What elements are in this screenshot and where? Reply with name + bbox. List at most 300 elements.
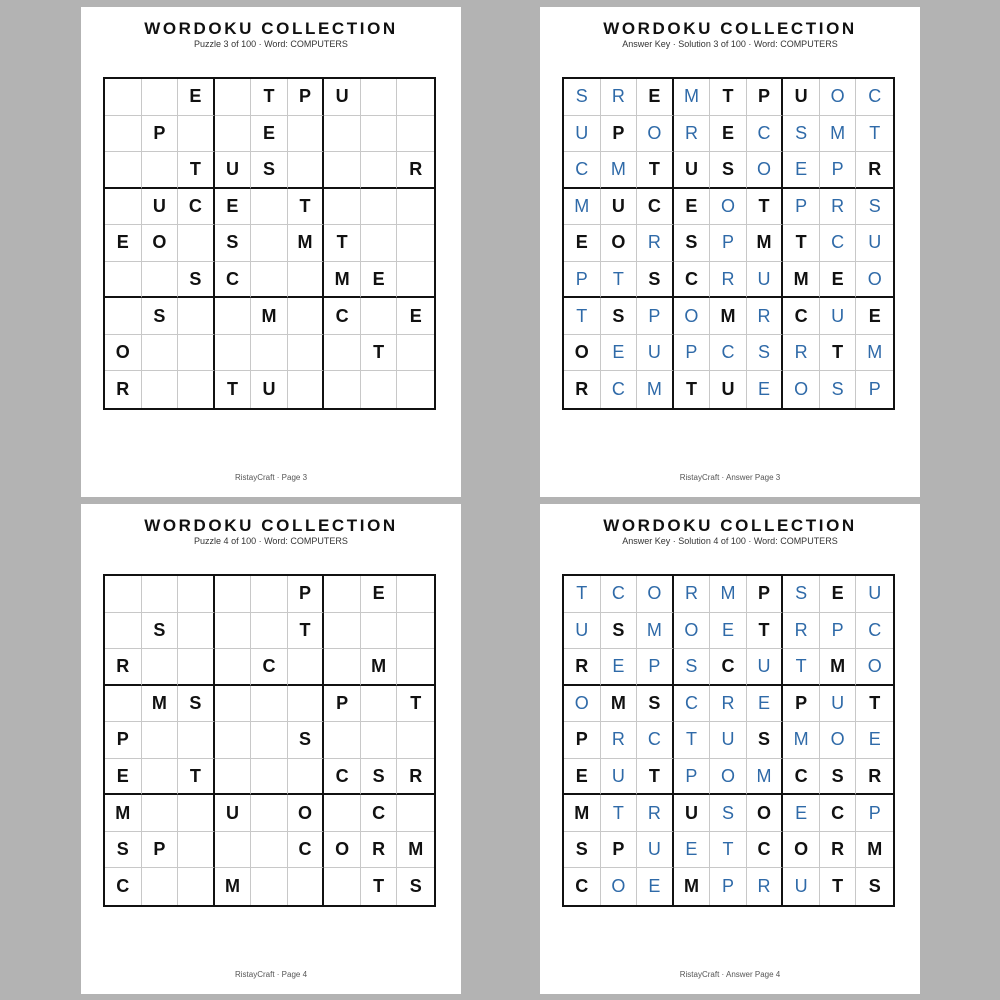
empty-cell [178, 722, 215, 759]
empty-cell [397, 795, 434, 832]
solution-letter-cell: R [820, 189, 857, 226]
given-letter-cell: M [215, 868, 252, 905]
solution-letter-cell: C [856, 613, 893, 650]
given-letter-cell: U [215, 795, 252, 832]
page-footer: RistayCraft · Page 4 [234, 970, 308, 979]
given-letter-cell: C [747, 832, 784, 869]
given-letter-cell: O [747, 795, 784, 832]
solution-letter-cell: S [820, 371, 857, 408]
solution-letter-cell: E [856, 722, 893, 759]
empty-cell [251, 832, 288, 869]
given-letter-cell: U [251, 371, 288, 408]
empty-cell [324, 613, 361, 650]
given-letter-cell: M [251, 298, 288, 335]
empty-cell [251, 868, 288, 905]
given-letter-cell: E [397, 298, 434, 335]
given-letter-cell: M [361, 649, 398, 686]
empty-cell [105, 298, 142, 335]
solution-letter-cell: O [783, 371, 820, 408]
empty-cell [397, 649, 434, 686]
empty-cell [215, 832, 252, 869]
given-letter-cell: T [288, 189, 325, 226]
given-letter-cell: T [324, 225, 361, 262]
empty-cell [397, 576, 434, 613]
given-letter-cell: S [215, 225, 252, 262]
given-letter-cell: U [674, 152, 711, 189]
solution-letter-cell: T [601, 262, 638, 299]
solution-letter-cell: U [710, 722, 747, 759]
empty-cell [105, 189, 142, 226]
solution-letter-cell: P [674, 335, 711, 372]
solution-letter-cell: C [601, 576, 638, 613]
empty-cell [105, 613, 142, 650]
solution-letter-cell: R [710, 686, 747, 723]
empty-cell [251, 759, 288, 796]
empty-cell [105, 262, 142, 299]
empty-cell [324, 189, 361, 226]
given-letter-cell: C [361, 795, 398, 832]
empty-cell [288, 116, 325, 153]
empty-cell [288, 262, 325, 299]
solution-letter-cell: U [564, 613, 601, 650]
empty-cell [324, 335, 361, 372]
page-title: WORDOKU COLLECTION [144, 19, 398, 38]
given-letter-cell: S [747, 722, 784, 759]
empty-cell [397, 262, 434, 299]
solution-letter-cell: M [674, 79, 711, 116]
empty-cell [361, 152, 398, 189]
solution-letter-cell: E [783, 795, 820, 832]
empty-cell [142, 868, 179, 905]
given-letter-cell: C [251, 649, 288, 686]
empty-cell [288, 868, 325, 905]
page-title: WORDOKU COLLECTION [144, 516, 398, 535]
given-letter-cell: T [397, 686, 434, 723]
solution-letter-cell: E [637, 868, 674, 905]
given-letter-cell: P [142, 832, 179, 869]
given-letter-cell: E [105, 759, 142, 796]
empty-cell [178, 832, 215, 869]
given-letter-cell: S [178, 262, 215, 299]
solution-letter-cell: U [564, 116, 601, 153]
given-letter-cell: T [856, 686, 893, 723]
empty-cell [324, 152, 361, 189]
solution-letter-cell: E [783, 152, 820, 189]
solution-letter-cell: O [601, 868, 638, 905]
empty-cell [105, 79, 142, 116]
given-letter-cell: C [783, 298, 820, 335]
empty-cell [178, 649, 215, 686]
solution-letter-cell: M [637, 613, 674, 650]
empty-cell [361, 371, 398, 408]
empty-cell [361, 116, 398, 153]
empty-cell [288, 686, 325, 723]
solution-letter-cell: P [868, 379, 881, 400]
empty-cell [288, 371, 325, 408]
solution-letter-cell: U [856, 576, 893, 613]
solution-letter-cell: O [856, 649, 893, 686]
given-letter-cell: U [783, 79, 820, 116]
empty-cell [324, 868, 361, 905]
empty-cell [251, 225, 288, 262]
given-letter-cell: E [820, 576, 857, 613]
solution-letter-cell: S [674, 649, 711, 686]
solution-letter-cell: R [747, 868, 784, 905]
solution-letter-cell: S [747, 335, 784, 372]
solution-letter-cell: R [674, 576, 711, 613]
empty-cell [324, 722, 361, 759]
given-letter-cell: T [783, 225, 820, 262]
given-letter-cell: C [710, 649, 747, 686]
empty-cell [324, 576, 361, 613]
empty-cell [178, 225, 215, 262]
empty-cell [288, 152, 325, 189]
given-letter-cell: S [637, 686, 674, 723]
solution-letter-cell: C [747, 116, 784, 153]
empty-cell [142, 722, 179, 759]
solution-letter-cell: U [601, 759, 638, 796]
page-footer: RistayCraft · Answer Page 4 [679, 970, 781, 979]
given-letter-cell: T [637, 759, 674, 796]
empty-cell [178, 298, 215, 335]
given-letter-cell: E [820, 262, 857, 299]
solution-letter-cell: R [783, 613, 820, 650]
given-letter-cell: C [215, 262, 252, 299]
solution-letter-cell: U [637, 832, 674, 869]
solution-letter-cell: S [783, 116, 820, 153]
empty-cell [288, 649, 325, 686]
solution-letter-cell: C [820, 225, 857, 262]
solution-letter-cell: O [637, 116, 674, 153]
given-letter-cell: M [288, 225, 325, 262]
given-letter-cell: O [105, 335, 142, 372]
given-letter-cell: R [564, 371, 601, 408]
given-letter-cell: U [674, 795, 711, 832]
solution-letter-cell: U [747, 262, 784, 299]
solution-letter-cell: S [856, 189, 893, 226]
given-letter-cell: C [105, 868, 142, 905]
solution-letter-cell: E [601, 649, 638, 686]
solution-letter-cell: T [856, 116, 893, 153]
empty-cell [397, 613, 434, 650]
given-letter-cell: M [397, 832, 434, 869]
given-letter-cell: T [361, 335, 398, 372]
given-letter-cell: S [178, 686, 215, 723]
solution-letter-cell: S [710, 795, 747, 832]
given-letter-cell: T [178, 152, 215, 189]
given-letter-cell: P [564, 722, 601, 759]
given-letter-cell: S [601, 298, 638, 335]
given-letter-cell: R [361, 832, 398, 869]
solution-letter-cell: O [564, 686, 601, 723]
given-letter-cell: S [251, 152, 288, 189]
given-letter-cell: C [288, 832, 325, 869]
empty-cell [105, 152, 142, 189]
given-letter-cell: P [324, 686, 361, 723]
given-letter-cell: T [215, 371, 252, 408]
solution-letter-cell: P [856, 795, 893, 832]
given-letter-cell: O [601, 225, 638, 262]
empty-cell [324, 116, 361, 153]
solution-letter-cell: R [783, 335, 820, 372]
given-letter-cell: C [820, 795, 857, 832]
given-letter-cell: P [783, 686, 820, 723]
given-letter-cell: S [142, 613, 179, 650]
solution-letter-cell: P [637, 298, 674, 335]
solution-letter-cell: R [710, 262, 747, 299]
solution-letter-cell: U [820, 686, 857, 723]
given-letter-cell: M [142, 686, 179, 723]
given-letter-cell: M [747, 225, 784, 262]
solution-letter-cell: M [747, 759, 784, 796]
solution-letter-cell: E [601, 335, 638, 372]
solution-letter-cell: C [674, 686, 711, 723]
given-letter-cell: S [361, 759, 398, 796]
empty-cell [105, 686, 142, 723]
solution-letter-cell: E [747, 686, 784, 723]
given-letter-cell: S [142, 298, 179, 335]
given-letter-cell: R [856, 152, 893, 189]
solution-letter-cell: R [637, 795, 674, 832]
empty-cell [178, 613, 215, 650]
empty-cell [142, 335, 179, 372]
given-letter-cell: P [601, 832, 638, 869]
solution-letter-cell: O [674, 298, 711, 335]
page-subtitle: Puzzle 3 of 100 · Word: COMPUTERS [194, 39, 348, 49]
solution-letter-cell: P [783, 189, 820, 226]
empty-cell [215, 335, 252, 372]
given-letter-cell: S [674, 225, 711, 262]
empty-cell [251, 722, 288, 759]
given-letter-cell: T [747, 613, 784, 650]
empty-cell [142, 371, 179, 408]
given-letter-cell: P [747, 79, 784, 116]
given-letter-cell: M [856, 832, 893, 869]
solution-letter-cell: E [674, 832, 711, 869]
given-letter-cell: M [601, 686, 638, 723]
given-letter-cell: U [142, 189, 179, 226]
page-title: WORDOKU COLLECTION [603, 516, 857, 535]
empty-cell [361, 189, 398, 226]
given-letter-cell: M [820, 649, 857, 686]
empty-cell [397, 722, 434, 759]
solution-letter-cell: M [601, 152, 638, 189]
solution-letter-cell: O [856, 262, 893, 299]
solution-letter-cell: C [637, 722, 674, 759]
empty-cell [215, 759, 252, 796]
given-letter-cell: O [288, 795, 325, 832]
given-letter-cell: C [783, 759, 820, 796]
answer-page-4 [540, 504, 920, 994]
empty-cell [178, 116, 215, 153]
given-letter-cell: T [288, 613, 325, 650]
solution-letter-cell: C [710, 335, 747, 372]
given-letter-cell: T [178, 759, 215, 796]
given-letter-cell: M [710, 298, 747, 335]
given-letter-cell: E [674, 189, 711, 226]
solution-letter-cell: O [710, 189, 747, 226]
solution-letter-cell: T [674, 722, 711, 759]
given-letter-cell: R [105, 649, 142, 686]
solution-letter-cell: O [637, 576, 674, 613]
given-letter-cell: P [288, 576, 325, 613]
empty-cell [361, 79, 398, 116]
empty-cell [361, 613, 398, 650]
puzzle-page-4 [81, 504, 461, 994]
solution-letter-cell: O [820, 79, 857, 116]
empty-cell [397, 79, 434, 116]
given-letter-cell: T [637, 152, 674, 189]
solution-letter-cell: U [820, 298, 857, 335]
given-letter-cell: R [856, 759, 893, 796]
empty-cell [288, 298, 325, 335]
empty-cell [215, 722, 252, 759]
page-title: WORDOKU COLLECTION [603, 19, 857, 38]
empty-cell [324, 649, 361, 686]
empty-cell [142, 79, 179, 116]
solution-letter-cell: R [747, 298, 784, 335]
empty-cell [397, 371, 434, 408]
given-letter-cell: E [564, 759, 601, 796]
solution-letter-cell: U [783, 868, 820, 905]
page-footer: RistayCraft · Page 3 [234, 473, 308, 482]
empty-cell [215, 686, 252, 723]
given-letter-cell: E [215, 189, 252, 226]
empty-cell [251, 335, 288, 372]
solution-letter-cell: C [601, 371, 638, 408]
given-letter-cell: M [105, 795, 142, 832]
empty-cell [142, 262, 179, 299]
solution-letter-cell: P [710, 225, 747, 262]
solution-letter-cell: C [564, 152, 601, 189]
empty-cell [142, 759, 179, 796]
solution-letter-cell: O [820, 722, 857, 759]
solution-letter-cell: R [674, 116, 711, 153]
empty-cell [215, 649, 252, 686]
given-letter-cell: M [324, 262, 361, 299]
empty-cell [142, 649, 179, 686]
solution-letter-cell: M [564, 189, 601, 226]
empty-cell [361, 298, 398, 335]
given-letter-cell: C [564, 868, 601, 905]
solution-letter-cell: E [710, 613, 747, 650]
given-letter-cell: E [361, 262, 398, 299]
given-letter-cell: C [324, 298, 361, 335]
solution-letter-cell: S [783, 576, 820, 613]
solution-letter-cell: P [710, 868, 747, 905]
empty-cell [142, 795, 179, 832]
given-letter-cell: E [564, 225, 601, 262]
given-letter-cell: T [361, 868, 398, 905]
given-letter-cell: U [324, 79, 361, 116]
empty-cell [361, 686, 398, 723]
given-letter-cell: U [215, 152, 252, 189]
given-letter-cell: S [710, 152, 747, 189]
answer-page-3 [540, 7, 920, 497]
empty-cell [251, 686, 288, 723]
solution-letter-cell: P [564, 262, 601, 299]
solution-letter-cell: T [564, 576, 601, 613]
given-letter-cell: S [288, 722, 325, 759]
wordoku-solution-grid [562, 574, 895, 907]
solution-letter-cell: T [783, 649, 820, 686]
empty-cell [361, 225, 398, 262]
empty-cell [215, 298, 252, 335]
given-letter-cell: R [397, 759, 434, 796]
empty-cell [251, 795, 288, 832]
given-letter-cell: S [409, 876, 422, 897]
empty-cell [178, 371, 215, 408]
solution-letter-cell: R [601, 722, 638, 759]
given-letter-cell: T [747, 189, 784, 226]
given-letter-cell: E [637, 79, 674, 116]
empty-cell [178, 795, 215, 832]
given-letter-cell: E [178, 79, 215, 116]
given-letter-cell: P [288, 79, 325, 116]
given-letter-cell: O [324, 832, 361, 869]
empty-cell [105, 576, 142, 613]
empty-cell [288, 759, 325, 796]
given-letter-cell: U [601, 189, 638, 226]
solution-letter-cell: P [820, 613, 857, 650]
page-footer: RistayCraft · Answer Page 3 [679, 473, 781, 482]
empty-cell [397, 116, 434, 153]
given-letter-cell: S [601, 613, 638, 650]
solution-letter-cell: E [747, 371, 784, 408]
empty-cell [324, 795, 361, 832]
given-letter-cell: C [178, 189, 215, 226]
wordoku-solution-grid [562, 77, 895, 410]
empty-cell [251, 576, 288, 613]
given-letter-cell: C [674, 262, 711, 299]
solution-letter-cell: U [856, 225, 893, 262]
solution-letter-cell: O [747, 152, 784, 189]
empty-cell [178, 868, 215, 905]
empty-cell [142, 152, 179, 189]
given-letter-cell: O [142, 225, 179, 262]
given-letter-cell: R [564, 649, 601, 686]
solution-letter-cell: C [856, 79, 893, 116]
given-letter-cell: C [324, 759, 361, 796]
given-letter-cell: T [251, 79, 288, 116]
given-letter-cell: S [868, 876, 881, 897]
solution-letter-cell: U [637, 335, 674, 372]
solution-letter-cell: P [637, 649, 674, 686]
solution-letter-cell: M [710, 576, 747, 613]
empty-cell [215, 116, 252, 153]
solution-letter-cell: M [783, 722, 820, 759]
given-letter-cell: O [783, 832, 820, 869]
empty-cell [215, 79, 252, 116]
given-letter-cell: U [710, 371, 747, 408]
page-subtitle: Answer Key · Solution 4 of 100 · Word: COMPUTERS [622, 536, 838, 546]
given-letter-cell: R [820, 832, 857, 869]
given-letter-cell: P [747, 576, 784, 613]
solution-letter-cell: S [564, 79, 601, 116]
given-letter-cell: P [601, 116, 638, 153]
empty-cell [215, 613, 252, 650]
given-letter-cell: S [637, 262, 674, 299]
given-letter-cell: E [856, 298, 893, 335]
solution-letter-cell: T [601, 795, 638, 832]
solution-letter-cell: R [637, 225, 674, 262]
empty-cell [397, 335, 434, 372]
empty-cell [251, 613, 288, 650]
given-letter-cell: P [142, 116, 179, 153]
given-letter-cell: M [564, 795, 601, 832]
puzzle-page-3 [81, 7, 461, 497]
empty-cell [251, 262, 288, 299]
